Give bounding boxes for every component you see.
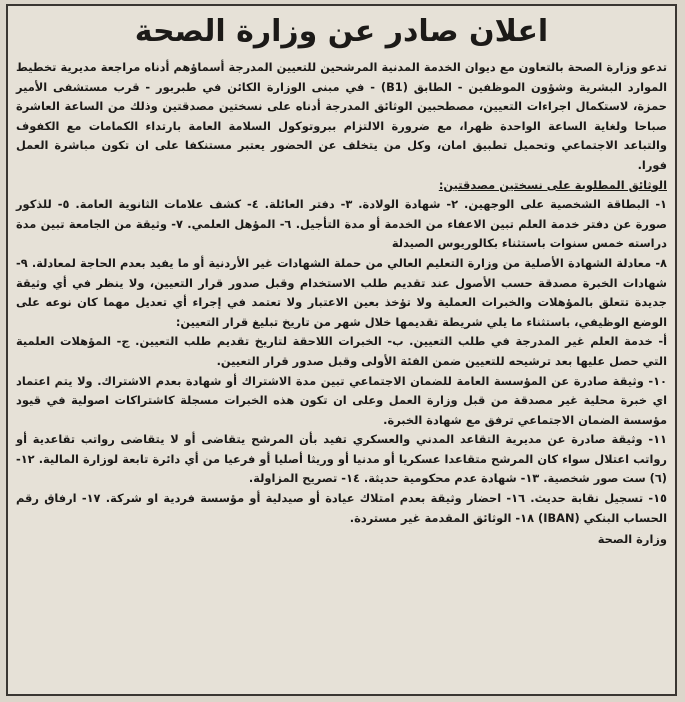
signature: وزارة الصحة — [597, 532, 667, 547]
intro-paragraph: تدعو وزارة الصحة بالتعاون مع ديوان الخدمة المدنية المرشحين للتعيين المدرجة أسماؤهم أدناه مراجعة مديرية تخطيط الموارد البشرية وشؤون الموظفين - الطابق (B1) - في مبنى الوزارة الكائن في طبربور - قرب مستشفى الأمير حمزة، لاستكمال اجراءات التعيين، مصطحبين الوثائق المدرجة أدناه على نسختين مصدقتين وذلك من الساعة العاشرة صباحا ولغاية الساعة الواحدة ظهرا، مع ضرورة الالتزام ببروتوكول السلامة العامة بارتداء الكمامات مع الكفوف والتباعد الاجتماعي وتحميل تطبيق امان، وكل من يتخلف عن الحضور يعتبر مستنكفا على ان تكون مباشرة العمل فورا. — [16, 60, 667, 172]
documents-list-part-3: ١٠- وثيقة صادرة عن المؤسسة العامة للضمان الاجتماعي تبين مدة الاشتراك أو شهادة بعدم الاشتراك. ولا يتم اعتماد اي خبرة محلية غير مصدقة من قبل وزارة العمل وعلى ان تكون هذه الخبرات مسجلة كاشتراكات اصولية في قيود مؤسسة الضمان الاجتماعي ترفق مع شهادة الخبرة. — [16, 373, 667, 427]
documents-heading: الوثائق المطلوبة على نسختين مصدقتين: — [438, 177, 667, 192]
documents-list-part-1: ١- البطاقة الشخصية على الوجهين. ٢- شهادة الولادة. ٣- دفتر العائلة. ٤- كشف علامات الثانوية العامة. ٥- للذكور صورة عن دفتر خدمة العلم تبين الاعفاء من الخدمة أو مدة التأجيل. ٦- المؤهل العلمي. ٧- وثيقة من الجامعة تبين مدة دراسته خمس سنوات باستثناء بكالوريوس الصيدلة — [16, 197, 667, 251]
documents-list-part-4: ١١- وثيقة صادرة عن مديرية التقاعد المدني والعسكري تفيد بأن المرشح يتقاضى أو لا يتقاضى رواتب تقاعدية أو رواتب اعتلال سواء كان المرشح متقاعدا عسكريا أو مدنيا أو وريثا أصليا أو فرعيا من أي دائرة تابعة لوزارة المالية. ١٢- (٦) ست صور شخصية. ١٣- شهادة عدم محكومية حديثة. ١٤- تصريح المزاولة. — [16, 432, 667, 486]
documents-list-part-5: ١٥- تسجيل نقابة حديث. ١٦- احضار وثيقة بعدم امتلاك عيادة أو صيدلية أو مؤسسة فردية او شركة. ١٧- ارفاق رقم الحساب البنكي (IBAN) ١٨- الوثائق المقدمة غير مستردة. — [16, 491, 667, 525]
announcement-notice — [6, 4, 677, 696]
notice-title: اعلان صادر عن وزارة الصحة — [134, 14, 549, 49]
documents-list-part-2: ٨- معادلة الشهادة الأصلية من وزارة التعليم العالي من حملة الشهادات غير الأردنية أو ما يفيد بعدم الحاجة لمعادلة. ٩- شهادات الخبرة مصدقة حسب الأصول عند تقديم طلب الاستخدام وقبل صدور قرار التعيين، ولا ينظر في أي وثيقة جديدة تتعلق بالمؤهلات والخبرات العملية ولا تؤخذ بعين الاعتبار ولا تعتمد في إجراء أي تعديل مهما كان نوعه على الوضع الوظيفي، باستثناء ما يلي شريطة تقديمها خلال شهر من تاريخ تبليغ قرار التعيين: — [16, 255, 667, 329]
exceptions-list: أ- خدمة العلم غير المدرجة في طلب التعيين. ب- الخبرات اللاحقة لتاريخ تقديم طلب التعيين. ج- المؤهلات العلمية التي حصل عليها بعد ترشيحه للتعيين ضمن الفئة الأولى وقبل صدور قرار التعيين. — [16, 334, 667, 368]
